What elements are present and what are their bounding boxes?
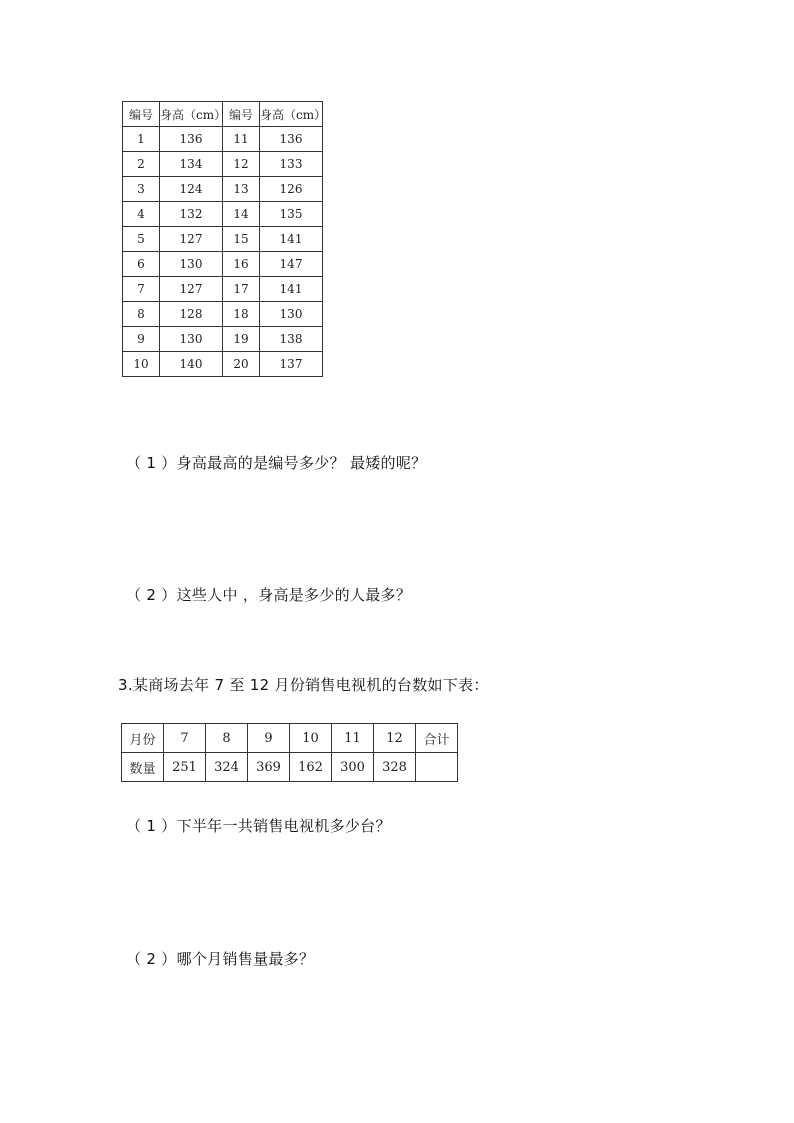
quantity-cell: 369 (248, 753, 290, 782)
table-row (123, 152, 323, 177)
table-row (123, 202, 323, 227)
height-cell: 136 (260, 127, 323, 152)
id-cell: 7 (123, 277, 160, 302)
height-cell: 130 (160, 252, 223, 277)
id-cell: 15 (223, 227, 260, 252)
id-cell: 3 (123, 177, 160, 202)
question-3-1: （ 1 ）下半年一共销售电视机多少台？ (126, 817, 391, 835)
height-table-header-row (123, 102, 323, 127)
id-cell: 12 (223, 152, 260, 177)
height-cell: 137 (260, 352, 323, 377)
id-cell: 14 (223, 202, 260, 227)
table-row (123, 277, 323, 302)
id-cell: 18 (223, 302, 260, 327)
height-cell: 124 (160, 177, 223, 202)
month-cell: 9 (248, 724, 290, 753)
height-cell: 135 (260, 202, 323, 227)
month-cell: 12 (374, 724, 416, 753)
table-row (123, 352, 323, 377)
height-cell: 127 (160, 277, 223, 302)
height-cell: 126 (260, 177, 323, 202)
quantity-cell: 328 (374, 753, 416, 782)
height-cell: 141 (260, 227, 323, 252)
table-row (123, 177, 323, 202)
header-cell-height-2: 身高（cm） (260, 102, 323, 127)
height-cell: 128 (160, 302, 223, 327)
month-cell: 7 (164, 724, 206, 753)
id-cell: 13 (223, 177, 260, 202)
height-cell: 141 (260, 277, 323, 302)
height-table-body (123, 102, 327, 377)
id-cell: 17 (223, 277, 260, 302)
quantity-cell: 324 (206, 753, 248, 782)
quantity-label-cell: 数量 (122, 753, 164, 782)
id-cell: 5 (123, 227, 160, 252)
question-3-2: （ 2 ）哪个月销售量最多？ (126, 950, 315, 968)
quantity-cell: 300 (332, 753, 374, 782)
sales-table (121, 723, 458, 782)
id-cell: 19 (223, 327, 260, 352)
id-cell: 8 (123, 302, 160, 327)
height-cell: 140 (160, 352, 223, 377)
height-cell: 147 (260, 252, 323, 277)
month-cell: 10 (290, 724, 332, 753)
problem-3-stem: 3.某商场去年 7 至 12 月份销售电视机的台数如下表： (118, 676, 489, 694)
month-cell: 8 (206, 724, 248, 753)
height-cell: 133 (260, 152, 323, 177)
id-cell: 2 (123, 152, 160, 177)
month-cell: 11 (332, 724, 374, 753)
total-label-cell: 合计 (416, 724, 458, 753)
height-cell: 138 (260, 327, 323, 352)
id-cell: 9 (123, 327, 160, 352)
header-cell-id-2: 编号 (223, 102, 260, 127)
table-row (123, 327, 323, 352)
quantity-cell: 162 (290, 753, 332, 782)
table-row (123, 127, 323, 152)
id-cell: 1 (123, 127, 160, 152)
header-cell-height-1: 身高（cm） (160, 102, 223, 127)
month-label-cell: 月份 (122, 724, 164, 753)
table-row (123, 227, 323, 252)
table-row (123, 252, 323, 277)
height-cell: 132 (160, 202, 223, 227)
question-1-1: （ 1 ）身高最高的是编号多少？ 最矮的呢？ (126, 454, 427, 472)
height-cell: 130 (260, 302, 323, 327)
height-cell: 134 (160, 152, 223, 177)
sales-quantity-row (122, 753, 458, 782)
quantity-cell: 251 (164, 753, 206, 782)
id-cell: 10 (123, 352, 160, 377)
id-cell: 6 (123, 252, 160, 277)
question-1-2: （ 2 ）这些人中 ，身高是多少的人最多？ (126, 586, 412, 604)
table-row (123, 302, 323, 327)
height-cell: 130 (160, 327, 223, 352)
height-cell: 136 (160, 127, 223, 152)
id-cell: 16 (223, 252, 260, 277)
id-cell: 20 (223, 352, 260, 377)
total-value-cell[interactable] (416, 753, 458, 782)
height-cell: 127 (160, 227, 223, 252)
id-cell: 11 (223, 127, 260, 152)
height-table (122, 101, 327, 377)
header-cell-id-1: 编号 (123, 102, 160, 127)
id-cell: 4 (123, 202, 160, 227)
sales-month-row (122, 724, 458, 753)
